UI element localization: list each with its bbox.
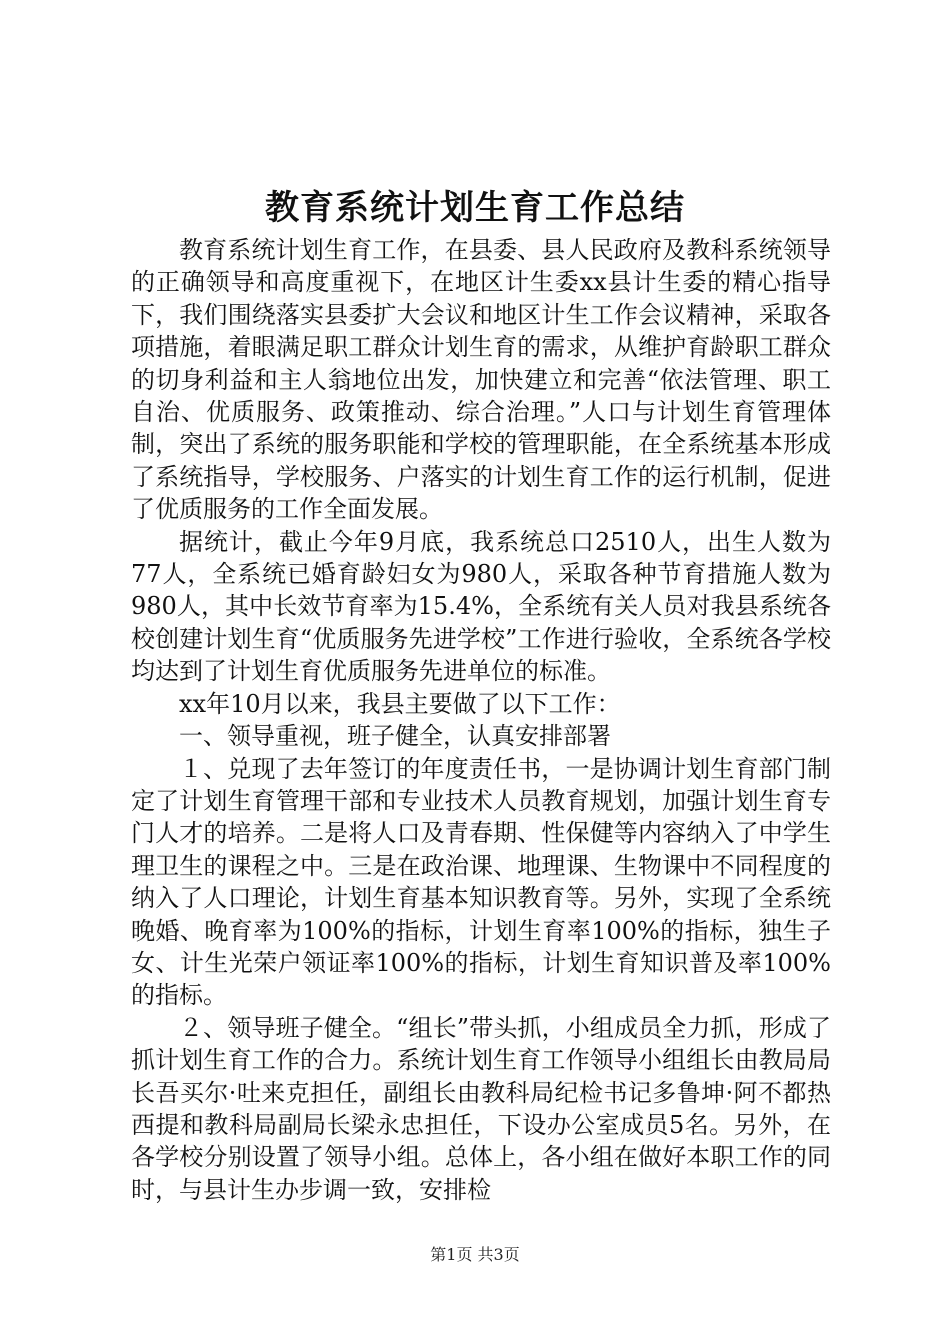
paragraph-intro: 教育系统计划生育工作，在县委、县人民政府及教科系统领导的正确领导和高度重视下，在地区计生委xx县计生委的精心指导下，我们围绕落实县委扩大会议和地区计生工作会议精神，采取各项措施，着眼满足职工群众计划生育的需求，从维护育龄职工群众的切身利益和主人翁地位出发，加快建立和完善“依法管理、职工自治、优质服务、政策推动、综合治理。”人口与计划生育管理体制，突出了系统的服务职能和学校的管理职能，在全系统基本形成了系统指导，学校服务、户落实的计划生育工作的运行机制，促进了优质服务的工作全面发展。 xyxy=(131,236,831,524)
paragraph-work-intro: xx年10月以来，我县主要做了以下工作： xyxy=(179,689,621,718)
paragraph-statistics: 据统计，截止今年9月底，我系统总口2510人，出生人数为77人，全系统已婚育龄妇女为980人，采取各种节育措施人数为980人，其中长效节育率为15.4%，全系统有关人员对我县系统各校创建计划生育“优质服务先进学校”工作进行验收，全系统各学校均达到了计划生育优质服务先进单位的标准。 xyxy=(131,527,831,686)
page-footer: 第1页 共3页 xyxy=(430,1245,520,1264)
paragraph-item-1: １、兑现了去年签订的年度责任书，一是协调计划生育部门制定了计划生育管理干部和专业技术人员教育规划，加强计划生育专门人才的培养。二是将人口及青春期、性保健等内容纳入了中学生理卫生的课程之中。三是在政治课、地理课、生物课中不同程度的纳入了人口理论，计划生育基本知识教育等。另外，实现了全系统晚婚、晚育率为100%的指标，计划生育率100%的指标，独生子女、计生光荣户领证率100%的指标，计划生育知识普及率100%的指标。 xyxy=(131,754,831,1010)
section-heading-1: 一、领导重视，班子健全，认真安排部署 xyxy=(179,722,611,751)
document-body xyxy=(131,234,831,1206)
document-title: 教育系统计划生育工作总结 xyxy=(265,188,685,228)
paragraph-item-2: ２、领导班子健全。“组长”带头抓，小组成员全力抓，形成了抓计划生育工作的合力。系统计划生育工作领导小组组长由教局局长吾买尔·吐来克担任，副组长由教科局纪检书记多鲁坤·阿不都热西提和教科局副局长梁永忠担任，下设办公室成员5名。另外，在各学校分别设置了领导小组。总体上，各小组在做好本职工作的同时，与县计生办步调一致，安排检 xyxy=(131,1013,831,1204)
